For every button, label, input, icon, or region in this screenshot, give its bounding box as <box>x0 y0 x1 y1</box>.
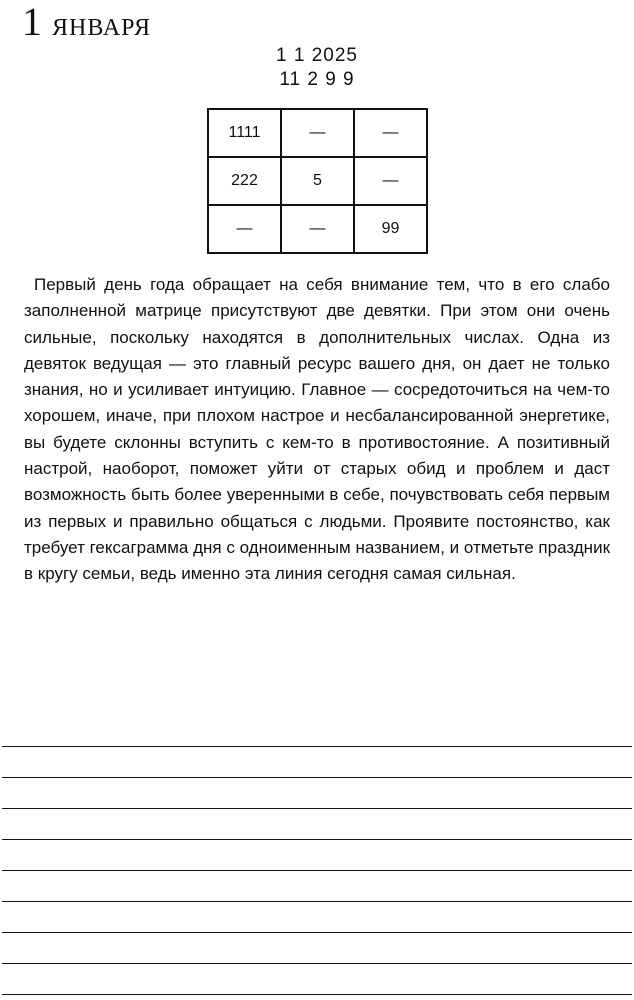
matrix-cell: — <box>281 205 354 253</box>
date-line-1: 1 1 2025 <box>276 45 358 66</box>
note-line <box>2 747 632 778</box>
note-line <box>2 933 632 964</box>
matrix-cell: — <box>354 109 427 157</box>
numerology-matrix <box>207 108 428 254</box>
matrix-cell: — <box>208 205 281 253</box>
day-description: Первый день года обращает на себя внимание тем, что в его слабо заполненной матрице присутствуют две девятки. При этом они очень сильные, поскольку находятся в дополнительных числах. Одна из девяток ведущая — это главный ресурс вашего дня, он дает не только знания, но и усиливает интуицию. Главное — сосредоточиться на чем-то хорошем, иначе, при плохом настрое и несбалансированной энергетике, вы будете склонны вступить с кем-то в противостояние. А позитивный настрой, наоборот, поможет уйти от старых обид и проблем и даст возможность быть более уверенными в себе, почувствовать себя первым из первых и правильно общаться с людьми. Проявите постоянство, как требует гексаграмма дня с одноименным названием, и отметьте праздник в кругу семьи, ведь именно эта линия сегодня самая сильная. <box>24 275 611 584</box>
matrix-row <box>208 157 427 205</box>
matrix-row <box>208 109 427 157</box>
note-line <box>2 778 632 809</box>
note-line <box>2 902 632 933</box>
note-line <box>2 809 632 840</box>
note-line <box>2 964 632 995</box>
matrix-cell: — <box>354 157 427 205</box>
notes-lines <box>2 716 632 995</box>
matrix-cell: 5 <box>281 157 354 205</box>
date-line-2: 11 2 9 9 <box>279 69 355 90</box>
month-name: ЯНВАРЯ <box>52 15 152 41</box>
matrix-cell: 222 <box>208 157 281 205</box>
date-numbers <box>0 44 634 92</box>
matrix-cell: 99 <box>354 205 427 253</box>
matrix-cell: — <box>281 109 354 157</box>
note-line <box>2 716 632 747</box>
matrix-cell: 1111 <box>208 109 281 157</box>
note-line <box>2 840 632 871</box>
matrix-row <box>208 205 427 253</box>
day-number: 1 <box>22 0 42 44</box>
note-line <box>2 871 632 902</box>
page-header <box>22 0 151 50</box>
